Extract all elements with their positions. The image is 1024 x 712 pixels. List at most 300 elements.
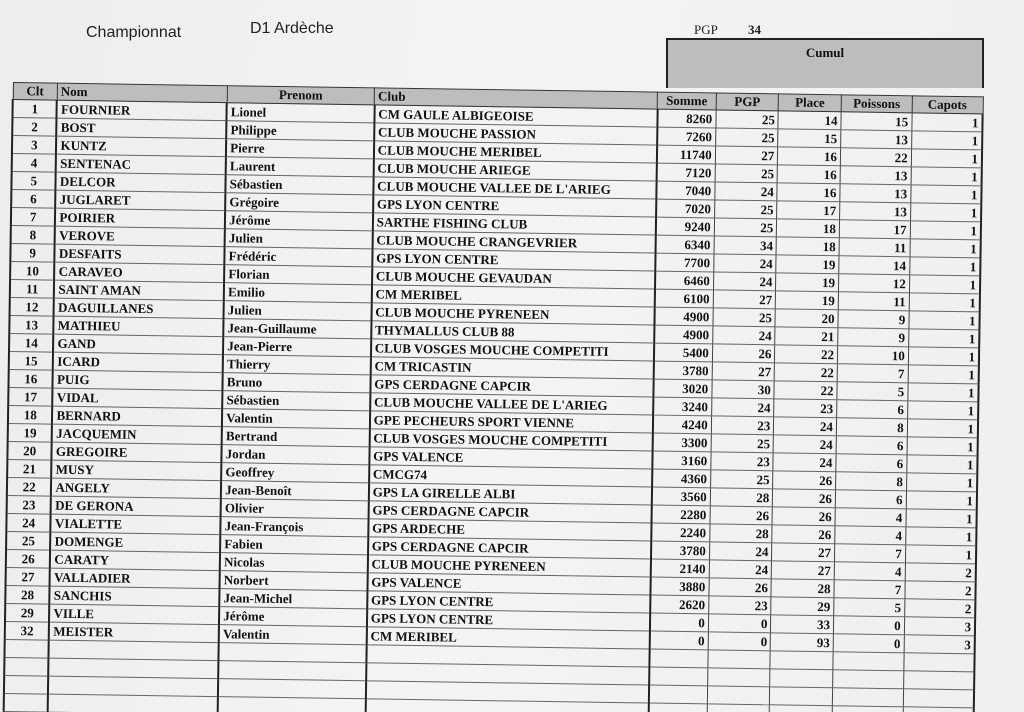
cell-somme: 3560 [651, 487, 710, 506]
cell-prenom: Frédéric [225, 247, 373, 267]
cell-poissons: 13 [840, 166, 911, 185]
cell-nom [48, 694, 218, 712]
cell-nom: DAGUILLANES [54, 298, 224, 319]
cell-poissons: 7 [837, 364, 908, 383]
cell-somme [649, 649, 708, 668]
cell-club: GPS VALENCE [369, 447, 652, 469]
pgp-value: 34 [748, 22, 761, 37]
cell-prenom: Norbert [220, 571, 368, 591]
cell-pgp: 23 [708, 596, 771, 615]
cell-place: 22 [774, 381, 837, 400]
cell-capots: 1 [909, 311, 980, 330]
cell-nom: BERNARD [52, 406, 222, 427]
cell-prenom: Jean-Michel [219, 589, 367, 609]
cell-somme: 7260 [657, 127, 716, 146]
cell-capots: 3 [904, 617, 975, 636]
cell-nom: ICARD [53, 352, 223, 373]
cell-prenom: Laurent [226, 157, 374, 177]
cell-somme: 5400 [654, 343, 713, 362]
cell-prenom: Olivier [221, 499, 369, 519]
cell-place: 18 [776, 237, 839, 256]
cell-clt: 18 [8, 405, 53, 424]
cell-poissons: 8 [836, 472, 907, 491]
cell-clt: 9 [10, 243, 55, 262]
cell-clt: 8 [11, 225, 56, 244]
cell-clt: 6 [11, 190, 56, 209]
cell-poissons: 9 [838, 328, 909, 347]
col-header-club: Club [374, 88, 657, 109]
cell-pgp [707, 686, 770, 705]
cell-club: GPS LYON CENTRE [367, 591, 650, 613]
cell-nom: VILLE [49, 604, 219, 625]
cell-clt: 27 [6, 567, 51, 586]
cell-pgp: 26 [712, 344, 775, 363]
cell-pgp: 24 [709, 560, 772, 579]
cell-capots: 1 [907, 437, 978, 456]
cell-place [770, 669, 833, 688]
cell-poissons: 8 [836, 418, 907, 437]
cell-clt: 12 [10, 297, 55, 316]
cell-place: 26 [773, 471, 836, 490]
cell-clt: 28 [5, 585, 50, 604]
cell-prenom: Jérôme [219, 607, 367, 627]
cell-somme: 3240 [653, 397, 712, 416]
col-header-poissons: Poissons [841, 95, 912, 113]
cell-pgp: 28 [709, 524, 772, 543]
cell-capots: 1 [911, 167, 982, 186]
cell-clt: 23 [7, 495, 52, 514]
cell-place: 19 [776, 273, 839, 292]
championship-title: Championnat [86, 24, 182, 41]
cell-prenom: Jean-François [221, 517, 369, 537]
cell-clt: 24 [6, 513, 51, 532]
cell-poissons: 5 [837, 382, 908, 401]
cell-somme [648, 703, 707, 712]
cell-pgp: 26 [709, 578, 772, 597]
cell-nom: PUIG [53, 370, 223, 391]
cell-somme: 4900 [654, 307, 713, 326]
cell-club: GPS ARDECHE [368, 519, 651, 541]
cell-place [769, 705, 832, 712]
cell-capots: 1 [911, 131, 982, 150]
cell-poissons: 13 [840, 184, 911, 203]
cell-nom: BOST [57, 118, 227, 139]
cell-pgp [707, 704, 770, 712]
cell-place: 33 [771, 615, 834, 634]
cumul-header-box [666, 38, 984, 88]
cell-nom: SANCHIS [50, 586, 220, 607]
cell-prenom: Jérôme [225, 211, 373, 231]
cell-nom: POIRIER [55, 208, 225, 229]
cell-club: CM MERIBEL [371, 285, 654, 307]
cell-poissons: 13 [840, 202, 911, 221]
cell-clt: 21 [7, 459, 52, 478]
cell-place: 19 [776, 291, 839, 310]
cell-poissons: 22 [840, 148, 911, 167]
cell-club: GPS CERDAGNE CAPCIR [368, 537, 651, 559]
cell-prenom: Sébastien [222, 391, 370, 411]
cell-poissons: 6 [835, 490, 906, 509]
cell-pgp: 28 [710, 488, 773, 507]
cell-club: CLUB MOUCHE PYRENEEN [367, 555, 650, 577]
cell-capots: 1 [906, 491, 977, 510]
cell-pgp: 24 [711, 398, 774, 417]
cell-somme: 4900 [654, 325, 713, 344]
cell-nom: SAINT AMAN [54, 280, 224, 301]
cell-club: SARTHE FISHING CLUB [373, 213, 656, 235]
cell-nom: VIDAL [53, 388, 223, 409]
cell-capots: 1 [908, 383, 979, 402]
cell-somme: 2280 [651, 505, 710, 524]
cell-poissons: 17 [839, 220, 910, 239]
cell-somme [648, 685, 707, 704]
cell-capots: 1 [909, 293, 980, 312]
cell-prenom: Lionel [227, 103, 375, 123]
cell-club: CLUB MOUCHE ARIEGE [373, 159, 656, 181]
cell-prenom: Bertrand [222, 427, 370, 447]
cell-place: 16 [778, 147, 841, 166]
cell-pgp: 0 [708, 632, 771, 651]
cell-prenom [218, 697, 366, 712]
cell-clt: 19 [8, 423, 53, 442]
cell-prenom: Jean-Pierre [223, 337, 371, 357]
cell-capots [903, 689, 974, 708]
cell-nom: MEISTER [49, 622, 219, 643]
cell-place: 20 [775, 309, 838, 328]
cell-club: GPS LYON CENTRE [373, 195, 656, 217]
cell-nom: GREGOIRE [52, 442, 222, 463]
cell-somme: 3300 [652, 433, 711, 452]
cell-club: CLUB MOUCHE MERIBEL [374, 141, 657, 163]
cell-capots [903, 707, 974, 712]
cell-poissons: 6 [836, 436, 907, 455]
cell-prenom: Thierry [223, 355, 371, 375]
cell-capots: 2 [905, 581, 976, 600]
cell-clt: 26 [6, 549, 51, 568]
cell-prenom: Florian [224, 265, 372, 285]
cell-nom: VALLADIER [50, 568, 220, 589]
cell-nom: KUNTZ [56, 136, 226, 157]
cell-prenom: Valentin [219, 625, 367, 645]
cell-place: 26 [772, 525, 835, 544]
cell-clt: 29 [5, 603, 50, 622]
cell-somme: 7700 [655, 253, 714, 272]
cell-somme: 2140 [650, 559, 709, 578]
cell-place: 26 [772, 507, 835, 526]
cell-place: 22 [775, 345, 838, 364]
cell-pgp: 25 [714, 218, 777, 237]
cell-poissons: 12 [838, 274, 909, 293]
cell-pgp: 25 [710, 470, 773, 489]
cell-pgp: 25 [711, 434, 774, 453]
cell-club: THYMALLUS CLUB 88 [371, 321, 654, 343]
cell-club: CMCG74 [369, 465, 652, 487]
cell-prenom [219, 643, 367, 663]
cell-nom: DESFAITS [55, 244, 225, 265]
cell-capots: 1 [906, 473, 977, 492]
cell-nom: ANGELY [51, 478, 221, 499]
cell-pgp: 25 [714, 200, 777, 219]
cell-place: 22 [775, 363, 838, 382]
cell-capots: 1 [910, 221, 981, 240]
cell-clt: 3 [12, 136, 57, 155]
cell-nom: SENTENAC [56, 154, 226, 175]
cell-somme: 6340 [655, 235, 714, 254]
cell-somme: 3020 [653, 379, 712, 398]
col-header-capots: Capots [912, 96, 983, 114]
cell-clt: 2 [12, 118, 57, 137]
cell-clt: 20 [7, 441, 52, 460]
cell-somme: 7020 [656, 199, 715, 218]
cell-poissons [832, 688, 903, 707]
cell-poissons: 7 [834, 580, 905, 599]
cell-club: GPS CERDAGNE CAPCIR [370, 375, 653, 397]
cell-capots: 2 [905, 563, 976, 582]
cell-pgp: 25 [715, 128, 778, 147]
cell-poissons: 4 [834, 562, 905, 581]
cell-club: GPS VALENCE [367, 573, 650, 595]
cell-clt: 4 [12, 154, 57, 173]
cell-club: GPS LYON CENTRE [372, 249, 655, 271]
cell-pgp: 25 [713, 308, 776, 327]
cell-capots: 1 [908, 347, 979, 366]
cell-place: 16 [777, 165, 840, 184]
cell-nom: MUSY [52, 460, 222, 481]
cell-prenom: Grégoire [225, 193, 373, 213]
cell-poissons: 0 [833, 616, 904, 635]
cell-nom: DELCOR [56, 172, 226, 193]
cell-somme: 0 [649, 631, 708, 650]
cell-place: 24 [773, 453, 836, 472]
cell-club: GPE PECHEURS SPORT VIENNE [370, 411, 653, 433]
cell-club: GPS LYON CENTRE [367, 609, 650, 631]
cell-somme: 9240 [655, 217, 714, 236]
pgp-label: PGP [694, 22, 718, 37]
cell-somme: 3780 [651, 541, 710, 560]
cell-poissons: 10 [837, 346, 908, 365]
cell-poissons [833, 670, 904, 689]
cell-capots: 1 [910, 239, 981, 258]
cell-clt: 16 [8, 369, 53, 388]
col-header-prenom: Prenom [227, 86, 375, 105]
cell-clt: 10 [10, 261, 55, 280]
cell-prenom: Pierre [226, 139, 374, 159]
cell-club: CLUB MOUCHE CRANGEVRIER [372, 231, 655, 253]
cell-somme: 3160 [652, 451, 711, 470]
cell-somme: 6460 [655, 271, 714, 290]
cell-clt: 7 [11, 208, 56, 227]
cell-pgp [708, 650, 771, 669]
division-label: D1 Ardèche [250, 20, 334, 37]
cell-pgp: 34 [714, 236, 777, 255]
cell-place: 16 [777, 183, 840, 202]
cell-somme: 3780 [653, 361, 712, 380]
cell-prenom [218, 679, 366, 699]
cell-pgp: 23 [711, 452, 774, 471]
results-table-wrap [3, 82, 1012, 712]
cell-pgp: 26 [710, 506, 773, 525]
cell-pgp: 24 [712, 326, 775, 345]
cell-place: 29 [771, 597, 834, 616]
cell-place: 18 [777, 219, 840, 238]
cell-place: 27 [772, 543, 835, 562]
cell-clt: 13 [9, 315, 54, 334]
cell-poissons [832, 706, 903, 712]
cell-place: 28 [771, 579, 834, 598]
col-header-nom: Nom [57, 83, 227, 103]
cell-prenom: Bruno [223, 373, 371, 393]
cell-poissons: 14 [839, 256, 910, 275]
cell-place: 23 [774, 399, 837, 418]
cell-pgp: 27 [715, 146, 778, 165]
cell-poissons: 5 [834, 598, 905, 617]
col-header-somme: Somme [657, 92, 716, 110]
cell-prenom: Julien [224, 301, 372, 321]
cell-clt [4, 693, 49, 712]
cell-club: CLUB VOSGES MOUCHE COMPETITI [369, 429, 652, 451]
cell-poissons: 15 [841, 112, 912, 131]
cell-nom: DE GERONA [51, 496, 221, 517]
cell-pgp: 25 [715, 164, 778, 183]
cell-clt: 1 [12, 100, 57, 119]
cell-clt [4, 675, 49, 694]
cell-capots: 1 [908, 329, 979, 348]
cell-nom: VIALETTE [51, 514, 221, 535]
cell-somme: 8260 [657, 109, 716, 128]
cell-place: 26 [773, 489, 836, 508]
cell-place: 93 [771, 633, 834, 652]
cell-nom: JACQUEMIN [52, 424, 222, 445]
cell-nom: CARAVEO [55, 262, 225, 283]
cell-clt: 32 [5, 621, 50, 640]
cell-capots: 1 [908, 365, 979, 384]
cell-clt: 17 [8, 387, 53, 406]
cell-club: CM TRICASTIN [370, 357, 653, 379]
cell-nom: DOMENGE [51, 532, 221, 553]
cell-club: GPS LA GIRELLE ALBI [369, 483, 652, 505]
cell-prenom: Jean-Benoît [221, 481, 369, 501]
cell-prenom: Valentin [222, 409, 370, 429]
cell-pgp: 24 [709, 542, 772, 561]
cell-nom: MATHIEU [54, 316, 224, 337]
cell-place: 24 [774, 417, 837, 436]
cell-club: CLUB MOUCHE PYRENEEN [371, 303, 654, 325]
cell-place [770, 651, 833, 670]
cell-club: CM MERIBEL [366, 627, 649, 649]
cell-somme: 2620 [650, 595, 709, 614]
cell-poissons: 4 [835, 508, 906, 527]
cell-pgp: 30 [712, 380, 775, 399]
cell-somme: 0 [650, 613, 709, 632]
cell-capots: 1 [907, 401, 978, 420]
cell-somme: 4360 [652, 469, 711, 488]
cumul-label: Cumul [805, 45, 845, 60]
cell-place: 14 [778, 111, 841, 130]
cell-somme: 2240 [651, 523, 710, 542]
cell-prenom [218, 661, 366, 681]
cell-poissons: 6 [836, 454, 907, 473]
cell-prenom: Jean-Guillaume [223, 319, 371, 339]
cell-pgp: 27 [712, 362, 775, 381]
cell-place: 24 [773, 435, 836, 454]
results-table [3, 82, 984, 712]
cell-prenom: Fabien [220, 535, 368, 555]
cell-capots: 1 [907, 419, 978, 438]
cell-somme: 7120 [656, 163, 715, 182]
cell-club: CLUB VOSGES MOUCHE COMPETITI [371, 339, 654, 361]
cell-poissons: 9 [838, 310, 909, 329]
cell-clt [4, 657, 49, 676]
cell-pgp [707, 668, 770, 687]
cell-capots: 2 [904, 599, 975, 618]
cell-place: 19 [776, 255, 839, 274]
cell-capots: 1 [906, 509, 977, 528]
cell-nom: VEROVE [55, 226, 225, 247]
cell-nom: GAND [53, 334, 223, 355]
cell-clt: 25 [6, 531, 51, 550]
cell-club: CLUB MOUCHE VALLEE DE L'ARIEG [370, 393, 653, 415]
cell-poissons: 11 [838, 292, 909, 311]
cell-place: 17 [777, 201, 840, 220]
cell-somme [649, 667, 708, 686]
cell-capots: 1 [912, 113, 983, 132]
cell-poissons: 0 [833, 634, 904, 653]
cell-pgp: 23 [711, 416, 774, 435]
cell-nom: FOURNIER [57, 100, 227, 121]
cell-capots: 1 [909, 275, 980, 294]
cell-place [770, 687, 833, 706]
cell-place: 15 [778, 129, 841, 148]
cell-capots: 1 [911, 185, 982, 204]
cell-prenom: Jordan [222, 445, 370, 465]
results-table-body [4, 100, 983, 712]
cell-prenom: Philippe [226, 121, 374, 141]
cell-capots: 1 [910, 203, 981, 222]
cell-somme: 11740 [656, 145, 715, 164]
cell-clt: 14 [9, 333, 54, 352]
col-header-clt: Clt [13, 83, 58, 101]
cell-clt: 11 [10, 279, 55, 298]
cell-somme: 6100 [654, 289, 713, 308]
cell-capots: 1 [907, 455, 978, 474]
cell-club: CM GAULE ALBIGEOISE [374, 105, 657, 127]
cell-pgp: 0 [708, 614, 771, 633]
cell-capots [904, 653, 975, 672]
cell-pgp: 24 [715, 182, 778, 201]
cell-poissons: 11 [839, 238, 910, 257]
cell-somme: 3880 [650, 577, 709, 596]
col-header-pgp: PGP [716, 93, 779, 111]
cell-place: 27 [772, 561, 835, 580]
cell-prenom: Emilio [224, 283, 372, 303]
cell-somme: 4240 [652, 415, 711, 434]
cell-prenom: Julien [225, 229, 373, 249]
cell-nom: CARATY [50, 550, 220, 571]
cell-capots: 1 [905, 545, 976, 564]
cell-capots: 1 [911, 149, 982, 168]
cell-pgp: 24 [713, 254, 776, 273]
cell-poissons: 4 [835, 526, 906, 545]
cell-poissons: 13 [841, 130, 912, 149]
cell-club: CLUB MOUCHE GEVAUDAN [372, 267, 655, 289]
cell-clt: 5 [11, 172, 56, 191]
cell-prenom: Sébastien [226, 175, 374, 195]
cell-club: CLUB MOUCHE VALLEE DE L'ARIEG [373, 177, 656, 199]
cell-pgp: 24 [713, 272, 776, 291]
col-header-place: Place [779, 94, 842, 112]
cell-capots: 1 [905, 527, 976, 546]
cell-capots: 3 [904, 635, 975, 654]
